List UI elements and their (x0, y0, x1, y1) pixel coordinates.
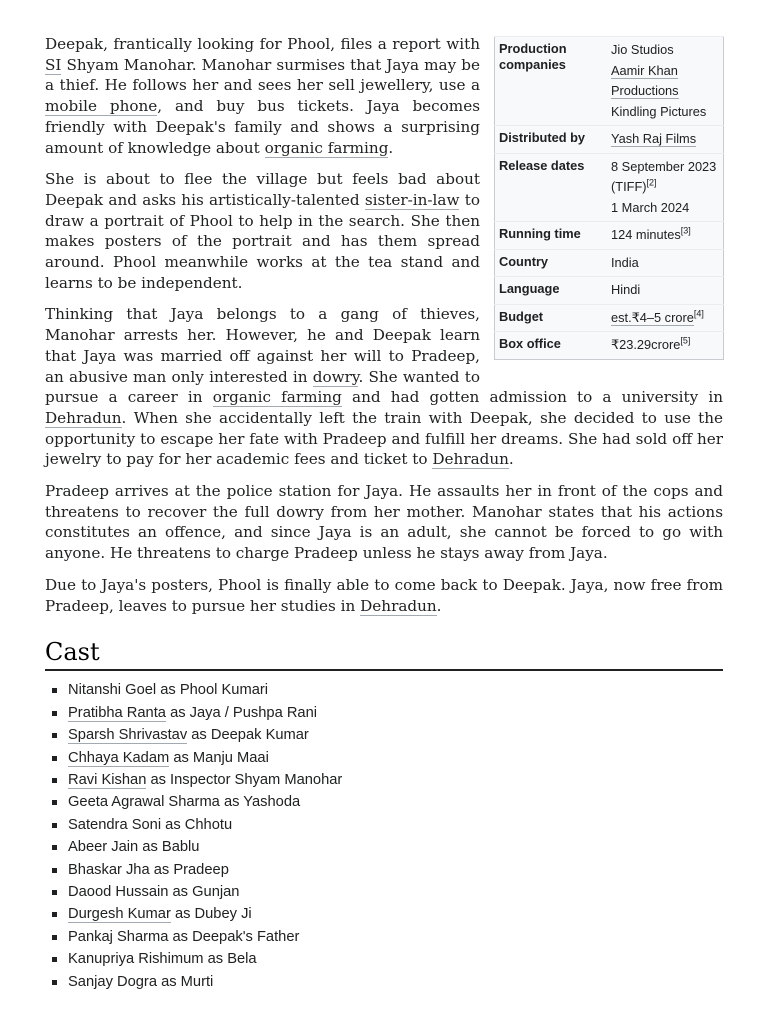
list-item (68, 791, 723, 813)
list-item (68, 859, 723, 881)
text: She is about to flee the village but feels bad about Deepak and asks his artistically-talented (45, 170, 480, 209)
role: as Bablu (138, 839, 200, 856)
plot-paragraph: Pradeep arrives at the police station for Jaya. He assaults her in front of the cops and threatens to recover the full dowry from her mother. Manohar states that his actions constitutes an offence, and since Jaya is an adult, she cannot be forced to go with anyone. He threatens to charge Pradeep unless he stays away from Jaya. (45, 482, 723, 563)
infobox-value (607, 126, 724, 154)
actor-link[interactable]: Chhaya Kadam (68, 749, 170, 766)
list-item (68, 926, 723, 948)
role: as Yashoda (219, 794, 301, 811)
infobox-label: Production companies (495, 37, 608, 126)
infobox-text: 1 March 2024 (611, 199, 690, 215)
actor-link[interactable]: Sparsh Shrivastav (68, 727, 188, 744)
infobox-link[interactable]: Aamir Khan Productions (611, 62, 679, 98)
role: as Murti (157, 973, 214, 990)
infobox-row-release (495, 153, 724, 222)
actor-name: Daood Hussain (68, 883, 169, 900)
plot-paragraph (45, 575, 723, 616)
link-sister-in-law[interactable]: sister-in-law (364, 190, 460, 209)
text: to draw a portrait of Phool to help in the search. She then makes posters of the portrait and has them spread around. Phool meanwhile works at the tea stand and learns to be independent. (45, 190, 480, 292)
text: . When she accidentally left the train with Deepak, she decided to use the opportunity to escape her fate with Pradeep and fulfill her dreams. She had sold off her jewelry to pay for her academic fees and ticket to (45, 408, 723, 469)
infobox-value (607, 153, 724, 222)
actor-name: Kanupriya Rishimum (68, 951, 204, 968)
role: as Phool Kumari (156, 682, 269, 699)
infobox-value: India (607, 249, 724, 277)
reference-link[interactable]: [4] (693, 308, 704, 319)
cast-list (45, 679, 723, 993)
list-item (68, 769, 723, 791)
list-item (68, 836, 723, 858)
infobox-text: Kindling Pictures (611, 103, 707, 119)
actor-name: Abeer Jain (68, 839, 139, 856)
article-content (45, 34, 723, 993)
list-item (68, 679, 723, 701)
infobox-text: 124 minutes (611, 227, 681, 242)
reference-link[interactable]: [2] (646, 177, 657, 188)
role: as Deepak's Father (168, 928, 300, 945)
infobox-label: Language (495, 277, 608, 305)
actor-name: Nitanshi Goel (68, 682, 157, 699)
list-item (68, 881, 723, 903)
link-mobile-phone[interactable]: mobile phone (45, 97, 158, 116)
infobox-text: ₹23.29crore (611, 337, 681, 352)
list-item (68, 971, 723, 993)
text: . She wanted to pursue a career in (45, 367, 480, 407)
infobox-link[interactable]: Yash Raj Films (611, 131, 697, 146)
infobox-value: Hindi (607, 277, 724, 305)
reference-link[interactable]: [5] (680, 335, 691, 346)
text: and had gotten admission to a university in (341, 388, 724, 407)
infobox-label: Running time (495, 222, 608, 250)
infobox-text: 8 September 2023 (TIFF) (611, 158, 717, 194)
infobox-row-production (495, 37, 724, 126)
infobox-value (607, 37, 724, 126)
role: as Pradeep (149, 861, 229, 878)
text: , and buy bus tickets. Jaya becomes friendly with Deepak's family and shows a surprising amount of knowledge about (45, 97, 480, 157)
actor-name: Satendra Soni (68, 816, 162, 833)
reference-link[interactable]: [3] (680, 225, 691, 236)
infobox-label: Country (495, 249, 608, 277)
role: as Inspector Shyam Manohar (146, 771, 343, 788)
role: as Chhotu (161, 816, 233, 833)
text: Deepak, frantically looking for Phool, files a report with (45, 35, 480, 53)
infobox-row-box-office (495, 332, 724, 360)
infobox-text: Jio Studios (611, 42, 674, 57)
infobox-label: Budget (495, 304, 608, 332)
infobox-row-language (495, 277, 724, 305)
text: Shyam Manohar. Manohar surmises that Jaya may be a thief. He follows her and sees her sell jewellery, use a (45, 55, 480, 95)
infobox-value (607, 332, 724, 360)
link-organic-farming[interactable]: organic farming (264, 138, 389, 157)
infobox-label: Box office (495, 332, 608, 360)
list-item (68, 948, 723, 970)
role: as Deepak Kumar (187, 727, 309, 744)
role: as Jaya / Pushpa Rani (165, 704, 318, 721)
infobox-value (607, 222, 724, 250)
role: as Gunjan (168, 883, 240, 900)
list-item (68, 903, 723, 925)
list-item (68, 747, 723, 769)
text: Due to Jaya's posters, Phool is finally able to come back to Deepak. Jaya, now free from Pradeep, leaves to pursue her studies in (45, 575, 723, 615)
link-si[interactable]: SI (45, 55, 62, 74)
role: as Dubey Ji (170, 906, 252, 923)
infobox-row-distributor (495, 126, 724, 154)
infobox-label: Distributed by (495, 126, 608, 154)
actor-name: Bhaskar Jha (68, 861, 150, 878)
actor-name: Pankaj Sharma (68, 928, 169, 945)
infobox-row-runtime (495, 222, 724, 250)
text: Thinking that Jaya belongs to a gang of thieves, Manohar arrests her. However, he and Deepak learn that Jaya was married off against her will to Pradeep, an abusive man only interested in (45, 305, 480, 386)
section-heading-cast: Cast (45, 638, 723, 671)
link-dowry[interactable]: dowry (312, 367, 359, 386)
link-dehradun[interactable]: Dehradun (45, 408, 122, 427)
actor-name: Geeta Agrawal Sharma (68, 794, 220, 811)
actor-link[interactable]: Durgesh Kumar (68, 906, 171, 923)
infobox-value (607, 304, 724, 332)
actor-link[interactable]: Ravi Kishan (68, 771, 147, 788)
role: as Bela (203, 951, 257, 968)
actor-link[interactable]: Pratibha Ranta (68, 704, 166, 721)
text: . (508, 450, 514, 469)
film-infobox (494, 36, 724, 360)
text: . (436, 596, 442, 615)
link-dehradun[interactable]: Dehradun (432, 450, 509, 469)
infobox-link[interactable]: est.₹4–5 crore (611, 309, 694, 325)
text: . (388, 138, 394, 157)
list-item (68, 702, 723, 724)
link-dehradun[interactable]: Dehradun (360, 596, 437, 615)
list-item (68, 814, 723, 836)
actor-name: Sanjay Dogra (68, 973, 157, 990)
infobox-label: Release dates (495, 153, 608, 222)
role: as Manju Maai (169, 749, 269, 766)
infobox-row-budget (495, 304, 724, 332)
link-organic-farming[interactable]: organic farming (212, 388, 342, 407)
infobox-row-country (495, 249, 724, 277)
list-item (68, 724, 723, 746)
